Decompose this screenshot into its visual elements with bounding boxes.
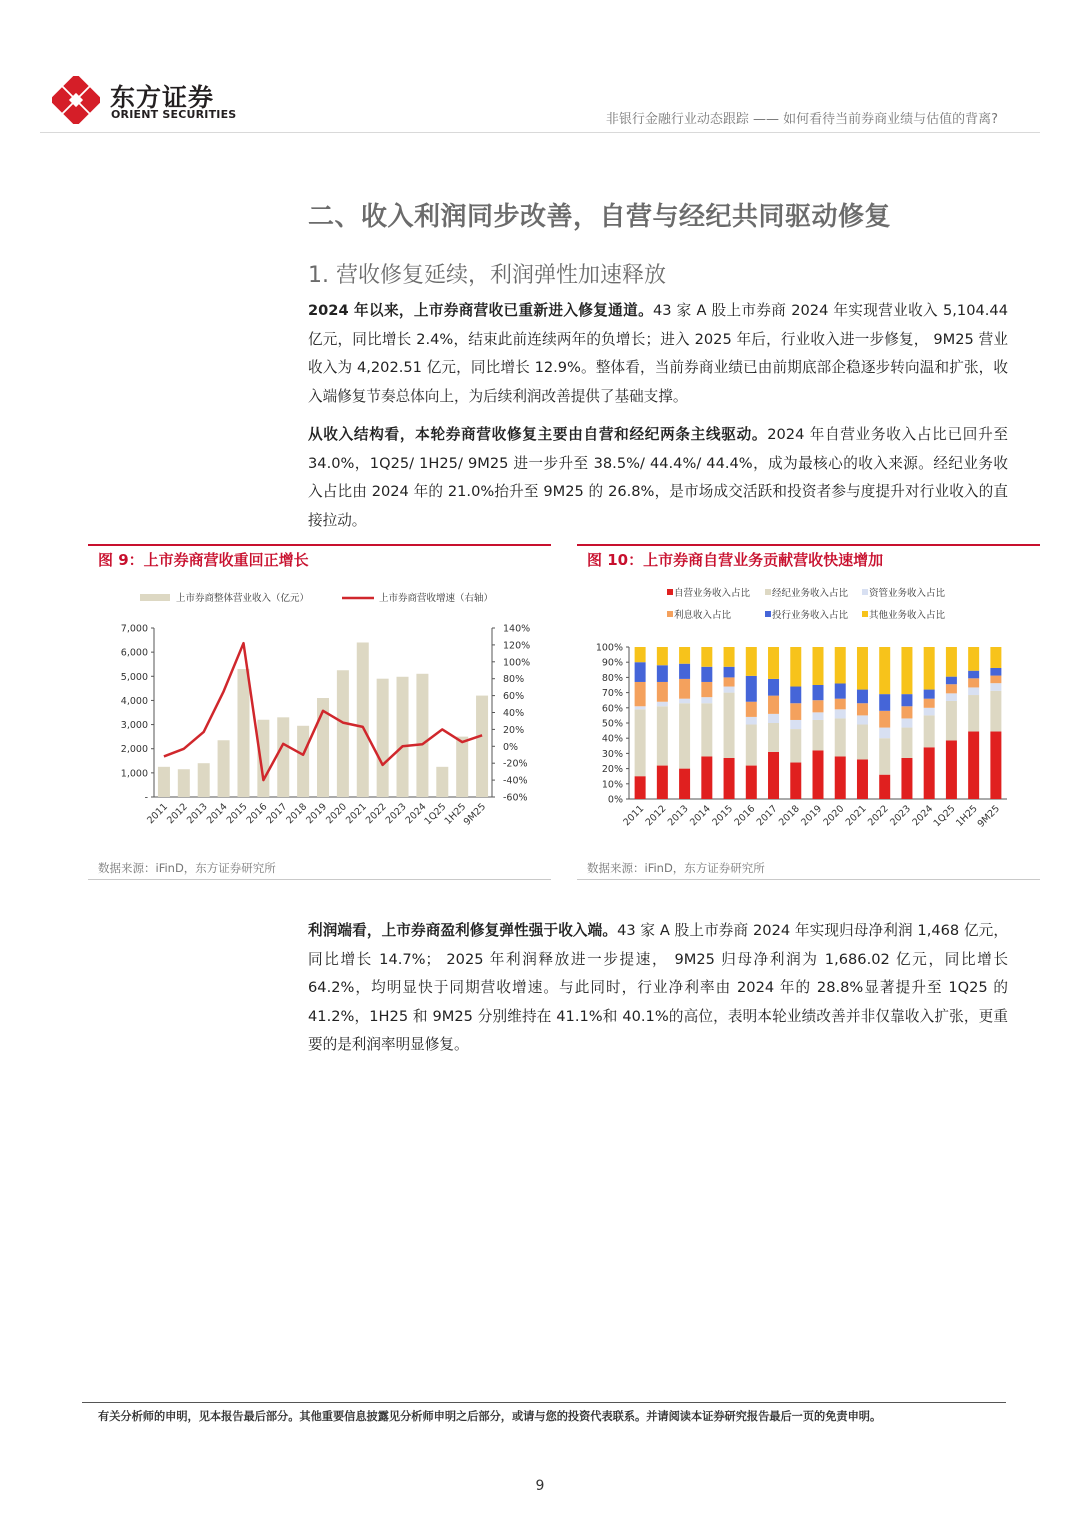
y-tick-label: 80% <box>601 672 623 684</box>
stacked-segment <box>924 747 935 799</box>
stacked-segment <box>813 712 824 720</box>
stacked-segment <box>879 647 890 694</box>
y-tick-label: 10% <box>601 779 623 791</box>
x-tick-label: 2023 <box>383 801 409 827</box>
y-tick-label: 90% <box>601 657 623 669</box>
x-tick-label: 2018 <box>777 803 802 829</box>
stacked-segment <box>990 732 1001 799</box>
revenue-bar <box>337 670 349 797</box>
paragraph-profit <box>308 917 1008 1060</box>
y-left-tick-label: 2,000 <box>120 744 148 756</box>
stacked-segment <box>657 706 668 765</box>
x-tick-label: 2015 <box>710 803 736 829</box>
stacked-segment <box>701 667 712 682</box>
stacked-segment <box>768 696 779 714</box>
paragraph-body: 2024 年自营业务收入占比已回升至 34.0%，1Q25/ 1H25/ 9M25 进一步升至 38.5%/ 44.4%/ 44.4%，成为最核心的收入来源。经纪业务收入占比由 2024 年的 21.0%抬升至 9M25 的 26.8%，是市场成交活跃和投资者参与度提升对行业收入的直接拉动。 <box>308 426 1008 529</box>
stacked-segment <box>635 706 646 709</box>
legend-swatch <box>667 611 673 617</box>
x-tick-label: 2021 <box>344 801 369 827</box>
stacked-segment <box>701 647 712 667</box>
x-tick-label: 2011 <box>145 801 171 827</box>
stacked-segment <box>968 678 979 687</box>
y-tick-label: 100% <box>595 642 623 654</box>
figure-10-bottom-rule <box>577 879 1040 880</box>
x-tick-label: 2019 <box>799 803 825 829</box>
y-right-tick-label: 60% <box>503 691 525 703</box>
legend-label: 自营业务收入占比 <box>674 588 751 599</box>
y-right-tick-label: 140% <box>503 623 531 635</box>
x-tick-label: 2023 <box>888 803 914 829</box>
stacked-segment <box>901 694 912 706</box>
y-right-tick-label: 20% <box>503 724 525 736</box>
stacked-segment <box>746 676 757 702</box>
y-tick-label: 30% <box>601 748 623 760</box>
stacked-segment <box>657 647 668 665</box>
stacked-segment <box>946 740 957 799</box>
y-tick-label: 40% <box>601 733 623 745</box>
figure-9-source: 数据来源：iFinD，东方证券研究所 <box>98 861 276 875</box>
figure-10-title: 图 10：上市券商自营业务贡献营收快速增加 <box>587 551 884 569</box>
stacked-segment <box>857 690 868 704</box>
y-right-tick-label: 100% <box>503 657 531 669</box>
stacked-segment <box>968 732 979 799</box>
stacked-segment <box>857 759 868 799</box>
legend-bar-label: 上市券商整体营业收入（亿元） <box>176 593 310 604</box>
orient-securities-logo <box>52 76 100 124</box>
stacked-segment <box>724 693 735 758</box>
paragraph-revenue <box>308 297 1008 411</box>
legend-label: 投行业务收入占比 <box>772 610 849 621</box>
stacked-segment <box>924 715 935 747</box>
x-tick-label: 2014 <box>688 803 713 829</box>
revenue-bar <box>218 740 230 797</box>
y-left-tick-label: 3,000 <box>120 720 148 732</box>
figure-10-source: 数据来源：iFinD，东方证券研究所 <box>587 861 765 875</box>
x-tick-label: 2022 <box>865 803 891 829</box>
stacked-segment <box>635 682 646 706</box>
figure-10-top-rule <box>577 544 1040 546</box>
y-left-tick-label: 1,000 <box>120 768 148 780</box>
x-tick-label: 2020 <box>324 801 350 827</box>
stacked-segment <box>635 709 646 776</box>
stacked-segment <box>990 683 1001 691</box>
stacked-segment <box>790 720 801 729</box>
stacked-segment <box>724 758 735 799</box>
stacked-segment <box>835 647 846 683</box>
y-right-tick-label: 80% <box>503 674 525 686</box>
stacked-segment <box>701 703 712 756</box>
revenue-bar <box>178 769 190 797</box>
stacked-segment <box>813 700 824 712</box>
stacked-segment <box>990 676 1001 684</box>
stacked-segment <box>857 703 868 715</box>
stacked-segment <box>835 709 846 718</box>
stacked-segment <box>768 679 779 696</box>
stacked-segment <box>768 752 779 799</box>
x-tick-label: 2014 <box>204 801 230 827</box>
sub-title: 1. 营收修复延续，利润弹性加速释放 <box>308 263 666 288</box>
stacked-segment <box>835 718 846 756</box>
paragraph-structure <box>308 421 1008 535</box>
stacked-segment <box>657 702 668 707</box>
stacked-segment <box>990 691 1001 732</box>
stacked-segment <box>924 699 935 708</box>
stacked-segment <box>901 647 912 694</box>
stacked-segment <box>724 647 735 667</box>
y-left-tick-label: 6,000 <box>120 647 148 659</box>
legend-swatch <box>765 611 771 617</box>
stacked-segment <box>813 647 824 685</box>
stacked-segment <box>768 723 779 752</box>
stacked-segment <box>746 725 757 766</box>
legend-swatch <box>862 589 868 595</box>
stacked-segment <box>657 766 668 799</box>
x-tick-label: 2024 <box>403 801 429 827</box>
x-tick-label: 2017 <box>264 801 290 827</box>
x-tick-label: 2018 <box>284 801 310 827</box>
stacked-segment <box>746 717 757 725</box>
stacked-segment <box>901 758 912 799</box>
stacked-segment <box>946 647 957 677</box>
stacked-segment <box>901 728 912 758</box>
legend-label: 其他业务收入占比 <box>869 610 946 621</box>
stacked-segment <box>679 679 690 699</box>
y-tick-label: 70% <box>601 688 623 700</box>
stacked-segment <box>901 718 912 727</box>
stacked-segment <box>790 703 801 720</box>
stacked-segment <box>679 664 690 679</box>
revenue-bar <box>397 677 409 797</box>
stacked-segment <box>879 694 890 711</box>
revenue-bar <box>277 717 289 797</box>
report-header-title: 非银行金融行业动态跟踪 —— 如何看待当前券商业绩与估值的背离? <box>605 112 998 127</box>
x-tick-label: 1Q25 <box>422 801 449 828</box>
stacked-segment <box>635 647 646 662</box>
stacked-segment <box>879 775 890 799</box>
stacked-segment <box>813 750 824 799</box>
stacked-segment <box>946 677 957 685</box>
paragraph-lead: 从收入结构看，本轮券商营收修复主要由自营和经纪两条主线驱动。 <box>308 426 768 443</box>
stacked-segment <box>835 683 846 698</box>
stacked-segment <box>990 647 1001 668</box>
stacked-segment <box>857 647 868 690</box>
revenue-bar <box>198 763 210 797</box>
stacked-segment <box>990 668 1001 676</box>
stacked-segment <box>790 763 801 799</box>
x-tick-label: 2017 <box>754 803 780 829</box>
stacked-segment <box>924 647 935 690</box>
brand-name-cn: 东方证券 <box>110 83 215 112</box>
stacked-segment <box>968 687 979 695</box>
revenue-bar <box>297 726 309 797</box>
paragraph-body: 43 家 A 股上市券商 2024 年实现营业收入 5,104.44 亿元，同比增长 2.4%，结束此前连续两年的负增长；进入 2025 年后，行业收入进一步修复， 9M25 营业收入为 4,202.51 亿元，同比增长 12.9%。整体看，当前券商业绩已由前期底部企稳逐步转向温和扩张，收入端修复节奏总体向上，为后续利润改善提供了基础支撑。 <box>308 302 1008 405</box>
stacked-segment <box>746 647 757 676</box>
legend-label: 资管业务收入占比 <box>869 588 946 599</box>
y-left-tick-label: 5,000 <box>120 671 148 683</box>
stacked-segment <box>901 706 912 718</box>
revenue-bar <box>158 767 170 797</box>
stacked-segment <box>679 647 690 664</box>
legend-bar-swatch <box>140 594 170 601</box>
x-tick-label: 2016 <box>732 803 758 829</box>
revenue-bar <box>237 669 249 797</box>
y-tick-label: 0% <box>607 794 623 806</box>
footer-divider <box>82 1402 1006 1403</box>
stacked-segment <box>635 662 646 682</box>
stacked-segment <box>813 720 824 750</box>
stacked-segment <box>768 647 779 679</box>
y-left-tick-label: 7,000 <box>120 623 148 635</box>
x-tick-label: 1H25 <box>954 803 980 829</box>
figure-9-top-rule <box>88 544 551 546</box>
revenue-bar <box>476 696 488 797</box>
revenue-bar <box>436 767 448 797</box>
x-tick-label: 2012 <box>643 803 669 829</box>
stacked-segment <box>657 665 668 682</box>
figure-9-chart <box>88 580 551 852</box>
footer-disclaimer: 有关分析师的申明，见本报告最后部分。其他重要信息披露见分析师申明之后部分，或请与您的投资代表联系。并请阅读本证券研究报告最后一页的免责申明。 <box>98 1410 882 1423</box>
stacked-segment <box>946 701 957 741</box>
paragraph-lead: 利润端看，上市券商盈利修复弹性强于收入端。 <box>308 922 618 939</box>
stacked-segment <box>924 690 935 699</box>
y-right-tick-label: -60% <box>503 792 528 804</box>
stacked-segment <box>835 699 846 710</box>
y-right-tick-label: 120% <box>503 640 531 652</box>
y-tick-label: 20% <box>601 764 623 776</box>
figure-9-bottom-rule <box>88 879 551 880</box>
stacked-segment <box>857 715 868 724</box>
stacked-segment <box>790 729 801 762</box>
x-tick-label: 2021 <box>843 803 869 829</box>
stacked-segment <box>635 776 646 799</box>
stacked-segment <box>679 699 690 704</box>
stacked-segment <box>724 677 735 686</box>
x-tick-label: 2019 <box>304 801 330 827</box>
x-tick-label: 1H25 <box>442 801 469 827</box>
legend-label: 经纪业务收入占比 <box>772 588 849 599</box>
stacked-segment <box>879 728 890 739</box>
stacked-segment <box>657 682 668 702</box>
figure-9-title: 图 9：上市券商营收重回正增长 <box>98 551 309 569</box>
legend-label: 利息收入占比 <box>674 610 732 621</box>
stacked-segment <box>879 738 890 774</box>
legend-swatch <box>862 611 868 617</box>
stacked-segment <box>701 697 712 703</box>
stacked-segment <box>835 756 846 799</box>
stacked-segment <box>946 684 957 693</box>
x-tick-label: 2024 <box>910 803 936 829</box>
legend-line-label: 上市券商营收增速（右轴） <box>379 593 494 604</box>
y-left-tick-label: 4,000 <box>120 695 148 707</box>
stacked-segment <box>724 667 735 678</box>
y-left-tick-label: - <box>144 792 148 804</box>
x-tick-label: 2015 <box>224 801 250 827</box>
y-right-tick-label: 0% <box>503 741 519 753</box>
x-tick-label: 2012 <box>165 801 190 827</box>
stacked-segment <box>679 769 690 799</box>
stacked-segment <box>946 693 957 701</box>
stacked-segment <box>879 711 890 728</box>
section-title: 二、收入利润同步改善，自营与经纪共同驱动修复 <box>308 202 892 232</box>
x-tick-label: 1Q25 <box>931 803 958 830</box>
stacked-segment <box>701 682 712 697</box>
header-divider <box>40 132 1040 133</box>
revenue-bar <box>416 674 428 797</box>
stacked-segment <box>701 756 712 799</box>
revenue-bar <box>456 737 468 797</box>
y-right-tick-label: -20% <box>503 758 528 770</box>
stacked-segment <box>746 766 757 799</box>
x-tick-label: 2013 <box>665 803 691 829</box>
stacked-segment <box>790 647 801 687</box>
y-tick-label: 50% <box>601 718 623 730</box>
legend-swatch <box>667 589 673 595</box>
stacked-segment <box>724 687 735 693</box>
x-tick-label: 2020 <box>821 803 847 829</box>
stacked-segment <box>790 687 801 704</box>
paragraph-body: 43 家 A 股上市券商 2024 年实现归母净利润 1,468 亿元，同比增长 14.7%； 2025 年利润释放进一步提速， 9M25 归母净利润为 1,686.02 亿元，同比增长 64.2%，均明显快于同期营收增速。与此同时，行业净利率由 2024 年的 28.8%显著提升至 1Q25 的 41.2%，1H25 和 9M25 分别维持在 41.1%和 40.1%的高位，表明本轮业绩改善并非仅靠收入扩张，更重要的是利润率明显修复。 <box>308 922 1008 1053</box>
stacked-segment <box>746 702 757 717</box>
stacked-segment <box>968 671 979 679</box>
revenue-bar <box>357 642 369 797</box>
page-number: 9 <box>535 1478 545 1494</box>
x-tick-label: 9M25 <box>461 801 489 828</box>
legend-swatch <box>765 589 771 595</box>
x-tick-label: 2013 <box>184 801 210 827</box>
stacked-segment <box>924 708 935 716</box>
stacked-segment <box>679 703 690 768</box>
x-tick-label: 2022 <box>363 801 389 827</box>
y-right-tick-label: 40% <box>503 708 525 719</box>
stacked-segment <box>857 725 868 760</box>
paragraph-lead: 2024 年以来，上市券商营收已重新进入修复通道。 <box>308 302 654 319</box>
x-tick-label: 9M25 <box>975 803 1003 830</box>
figure-10-chart <box>577 580 1040 852</box>
brand-name-en: ORIENT SECURITIES <box>111 108 237 121</box>
stacked-segment <box>768 714 779 723</box>
revenue-bar <box>377 679 389 797</box>
stacked-segment <box>968 647 979 671</box>
y-tick-label: 60% <box>601 703 623 715</box>
x-tick-label: 2016 <box>244 801 270 827</box>
y-right-tick-label: -40% <box>503 775 528 787</box>
stacked-segment <box>968 695 979 731</box>
stacked-segment <box>813 685 824 700</box>
x-tick-label: 2011 <box>621 803 647 829</box>
